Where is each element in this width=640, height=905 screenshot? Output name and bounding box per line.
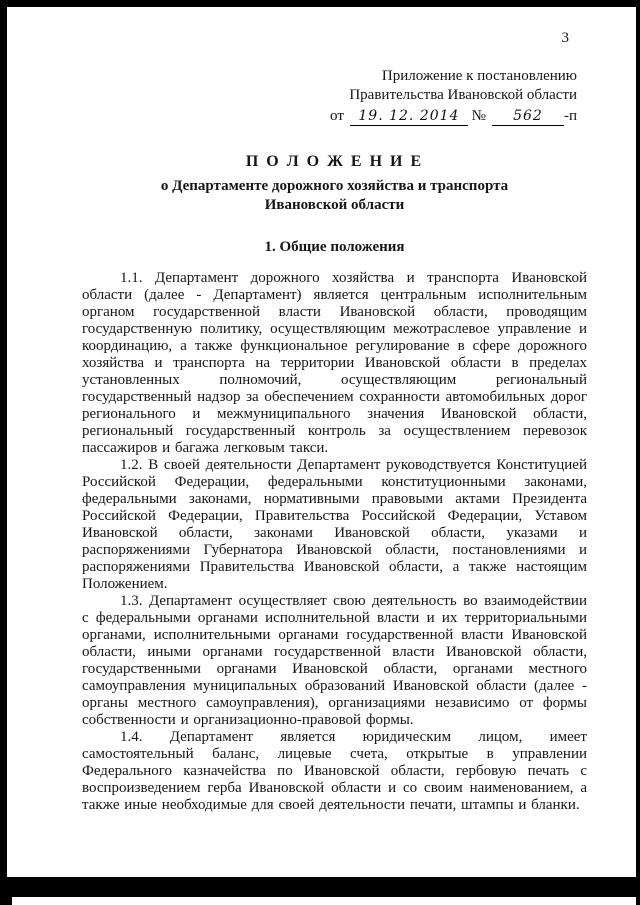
title-line-2: о Департаменте дорожного хозяйства и транспорта [160, 178, 509, 194]
scan-border-top [0, 0, 640, 7]
document-title [82, 152, 587, 215]
section-1-heading: 1. Общие положения [264, 239, 405, 255]
annex-line-2: Правительства Ивановской области [349, 87, 577, 103]
annex-reference-line [82, 107, 577, 126]
scan-border-left [0, 0, 7, 905]
document-body [82, 270, 587, 814]
paragraph-1-4: 1.4. Департамент является юридическим лицом, имеет самостоятельный баланс, лицевые счета, открытые в управлении Федерального казначейства по Ивановской области, гербовую печать с воспроизведением герба Ивановской области и со своим наименованием, а также иные необходимые для своей деятельности печати, штампы и бланки. [82, 729, 587, 813]
page-content [82, 30, 587, 814]
scan-border-corner [0, 895, 12, 905]
document-number-underline [492, 108, 564, 126]
scan-border-bottom [7, 877, 640, 897]
document-number-handwritten: 562 [513, 108, 543, 124]
from-label: от [330, 108, 344, 124]
scan-border-right [636, 0, 640, 905]
number-suffix: -п [563, 108, 577, 124]
document-date-underline [350, 108, 468, 126]
paragraph-1-2: 1.2. В своей деятельности Департамент руководствуется Конституцией Российской Федерации, федеральными конституционными законами, федеральными законами, нормативными правовыми актами Президента Российской Федерации, Правительства Российской Федерации, Уставом Ивановской области, законами Ивановской области, указами и распоряжениями Губернатора Ивановской области, постановлениями и распоряжениями Правительства Ивановской области, а также настоящим Положением. [82, 457, 587, 592]
number-label: № [471, 108, 486, 124]
paragraph-1-3: 1.3. Департамент осуществляет свою деятельность во взаимодействии с федеральными органами исполнительной власти и их территориальными органами, исполнительными органами государственной власти Ивановской области, иными органами государственной власти Ивановской области, государственными органами Ивановской области, органами местного самоуправления муниципальных образований Ивановской области (далее - органы местного самоуправления), организациями независимо от формы собственности и организационно-правовой формы. [82, 593, 587, 728]
page-number: 3 [561, 30, 569, 46]
title-line-3: Ивановской области [264, 197, 405, 213]
annex-block [82, 67, 587, 126]
paragraph-1-1: 1.1. Департамент дорожного хозяйства и транспорта Ивановской области (далее - Департамент) является центральным исполнительным органом государственной власти Ивановской области, проводящим государственную политику, осуществляющим межотраслевое управление и координацию, а также функциональное регулирование в сфере дорожного хозяйства и транспорта на территории Ивановской области в пределах установленных полномочий, осуществляющим региональный государственный надзор за обеспечением сохранности автомобильных дорог регионального и межмуниципального значения Ивановской области, региональный государственный контроль за осуществлением перевозок пассажиров и багажа легковым такси. [82, 270, 587, 456]
title-line-1: П О Л О Ж Е Н И Е [245, 153, 424, 170]
document-date-handwritten: 19. 12. 2014 [358, 108, 460, 124]
annex-line-1: Приложение к постановлению [381, 68, 577, 84]
